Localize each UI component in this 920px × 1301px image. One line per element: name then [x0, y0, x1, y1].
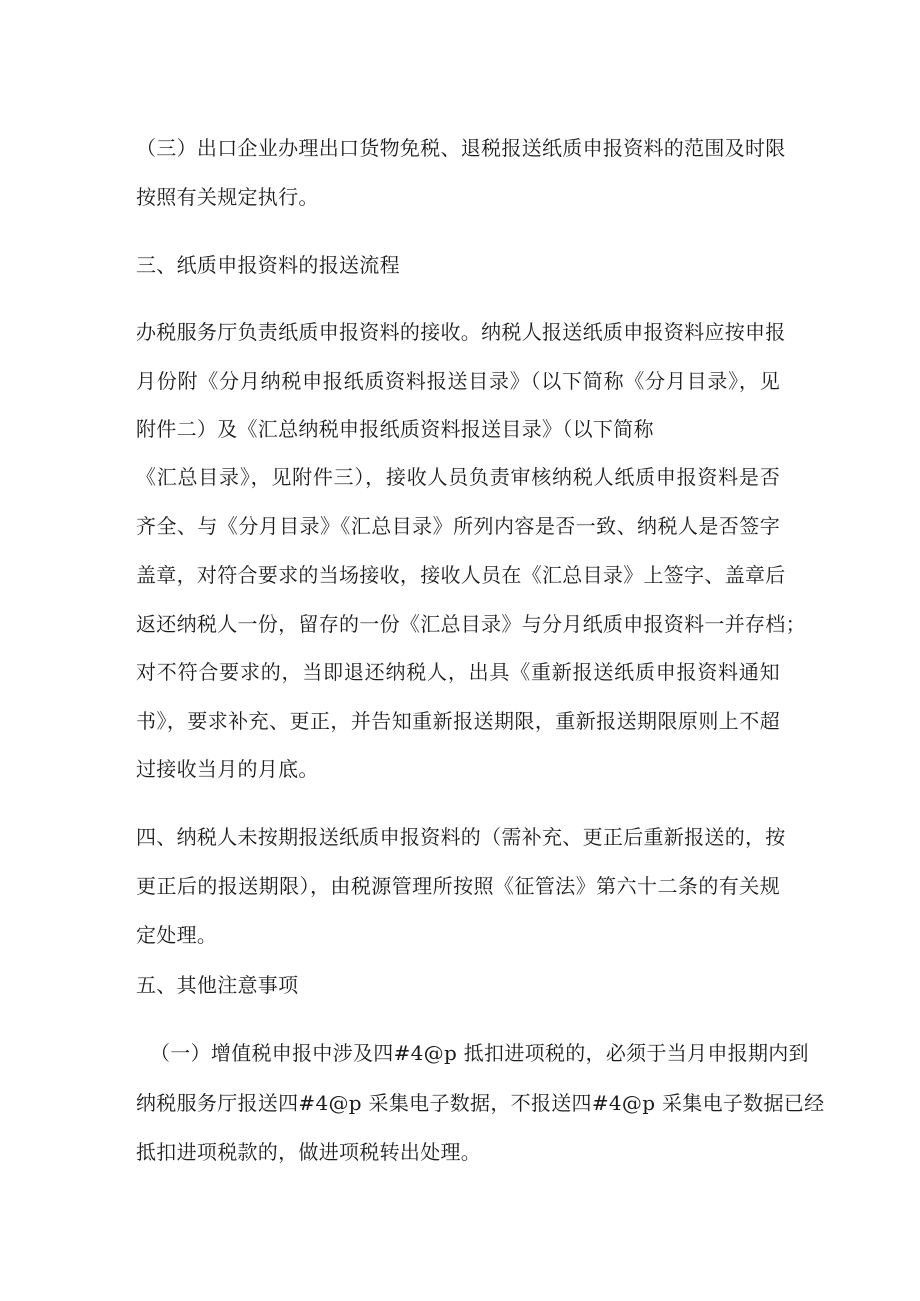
- text-line: 纳税服务厅报送四#4@p 采集电子数据，不报送四#4@p 采集电子数据已经: [136, 1091, 825, 1115]
- text-line: 四、纳税人未按期报送纸质申报资料的（需补充、更正后重新报送的，按: [136, 825, 786, 849]
- text-line: 按照有关规定执行。: [136, 185, 319, 209]
- text-line: （一）增值税申报中涉及四#4@p 抵扣进项税的，必须于当月申报期内到: [150, 1041, 809, 1065]
- text-line: 对不符合要求的，当即退还纳税人，出具《重新报送纸质申报资料通知: [136, 660, 780, 684]
- text-line: 《汇总目录》，见附件三），接收人员负责审核纳税人纸质申报资料是否: [136, 465, 780, 489]
- section-heading-3: 三、纸质申报资料的报送流程: [136, 253, 400, 277]
- text-line: 办税服务厅负责纸质申报资料的接收。纳税人报送纸质申报资料应按申报: [136, 320, 786, 344]
- text-line: 书》，要求补充、更正，并告知重新报送期限，重新报送期限原则上不超: [136, 709, 780, 733]
- text-line: 附件二）及《汇总纳税申报纸质资料报送目录》（以下简称: [136, 417, 654, 441]
- text-line: 抵扣进项税款的，做进项税转出处理。: [136, 1140, 482, 1164]
- text-line: 月份附《分月纳税申报纸质资料报送目录》（以下简称《分月目录》，见: [136, 369, 780, 393]
- text-line: 定处理。: [136, 923, 218, 947]
- text-line: 齐全、与《分月目录》《汇总目录》所列内容是否一致、纳税人是否签字: [136, 514, 780, 538]
- text-line: 过接收当月的月底。: [136, 757, 319, 781]
- text-line: 返还纳税人一份，留存的一份《汇总目录》与分月纸质申报资料一并存档；: [136, 612, 806, 636]
- section-heading-5: 五、其他注意事项: [136, 973, 299, 997]
- text-line: 盖章，对符合要求的当场接收，接收人员在《汇总目录》上签字、盖章后: [136, 563, 786, 587]
- text-line: （三）出口企业办理出口货物免税、退税报送纸质申报资料的范围及时限: [136, 136, 786, 160]
- text-line: 更正后的报送期限），由税源管理所按照《征管法》第六十二条的有关规: [136, 874, 780, 898]
